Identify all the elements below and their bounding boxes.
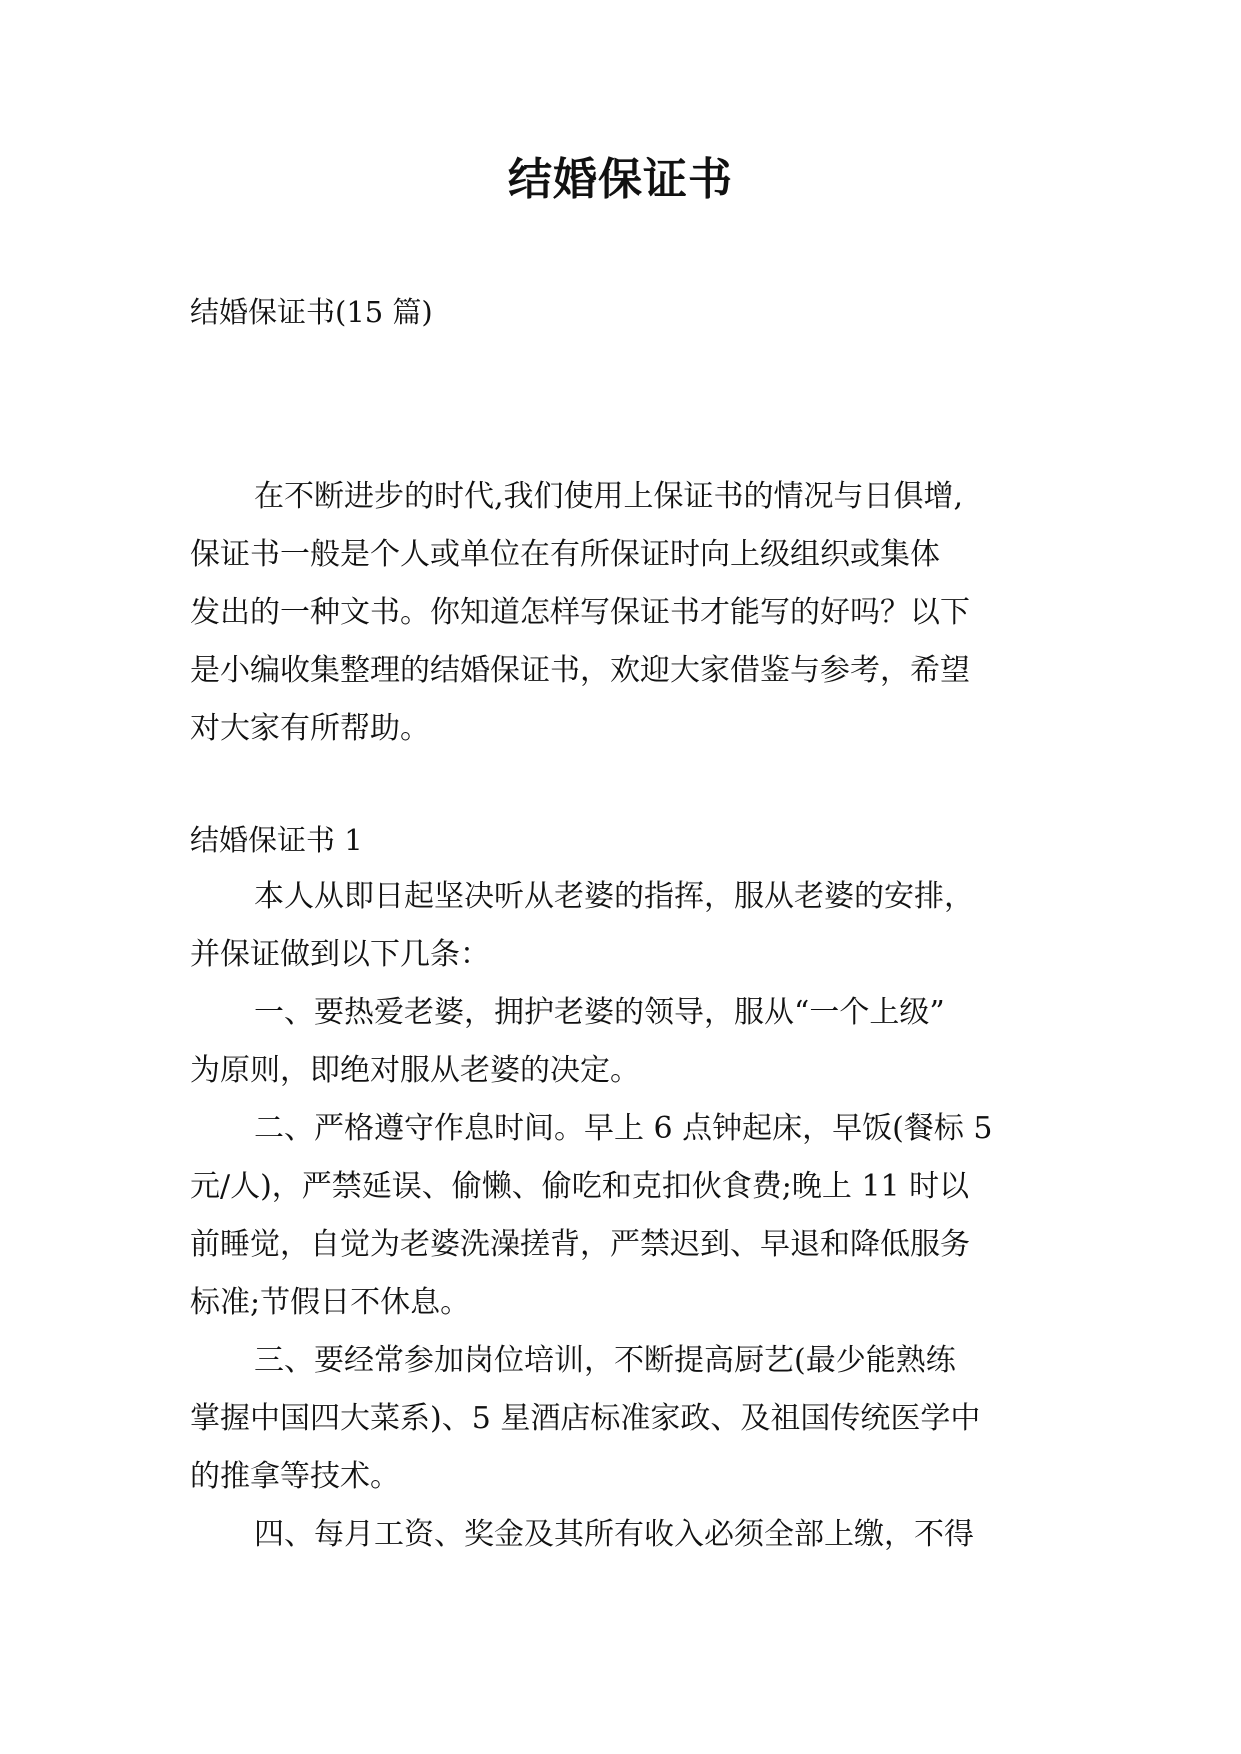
body-line: 并保证做到以下几条： — [190, 937, 490, 972]
body-line: 标准;节假日不休息。 — [190, 1285, 471, 1320]
body-line: 元/人)，严禁延误、偷懒、偷吃和克扣伙食费;晚上 11 时以 — [190, 1169, 970, 1204]
intro-line: 发出的一种文书。你知道怎样写保证书才能写的好吗？以下 — [190, 595, 970, 630]
intro-line: 在不断进步的时代,我们使用上保证书的情况与日俱增, — [254, 479, 964, 514]
body-line: 三、要经常参加岗位培训，不断提高厨艺(最少能熟练 — [254, 1343, 956, 1378]
body-line: 一、要热爱老婆，拥护老婆的领导，服从“一个上级” — [254, 995, 945, 1030]
body-line: 前睡觉，自觉为老婆洗澡搓背，严禁迟到、早退和降低服务 — [190, 1227, 970, 1262]
body-line: 掌握中国四大菜系)、5 星酒店标准家政、及祖国传统医学中 — [190, 1401, 981, 1436]
body-line: 四、每月工资、奖金及其所有收入必须全部上缴，不得 — [254, 1517, 974, 1552]
intro-line: 对大家有所帮助。 — [190, 711, 430, 746]
document-title: 结婚保证书 — [508, 154, 733, 205]
body-line: 的推拿等技术。 — [190, 1459, 400, 1494]
intro-paragraph — [190, 468, 1050, 758]
body-line: 二、严格遵守作息时间。早上 6 点钟起床，早饭(餐标 5 — [254, 1111, 993, 1146]
section-heading: 结婚保证书 1 — [190, 823, 363, 857]
intro-line: 是小编收集整理的结婚保证书，欢迎大家借鉴与参考，希望 — [190, 653, 970, 688]
section-body — [190, 868, 1070, 1564]
body-line: 本人从即日起坚决听从老婆的指挥，服从老婆的安排， — [254, 879, 974, 914]
intro-line: 保证书一般是个人或单位在有所保证时向上级组织或集体 — [190, 537, 940, 572]
body-line: 为原则，即绝对服从老婆的决定。 — [190, 1053, 640, 1088]
document-subtitle: 结婚保证书(15 篇) — [190, 295, 433, 329]
